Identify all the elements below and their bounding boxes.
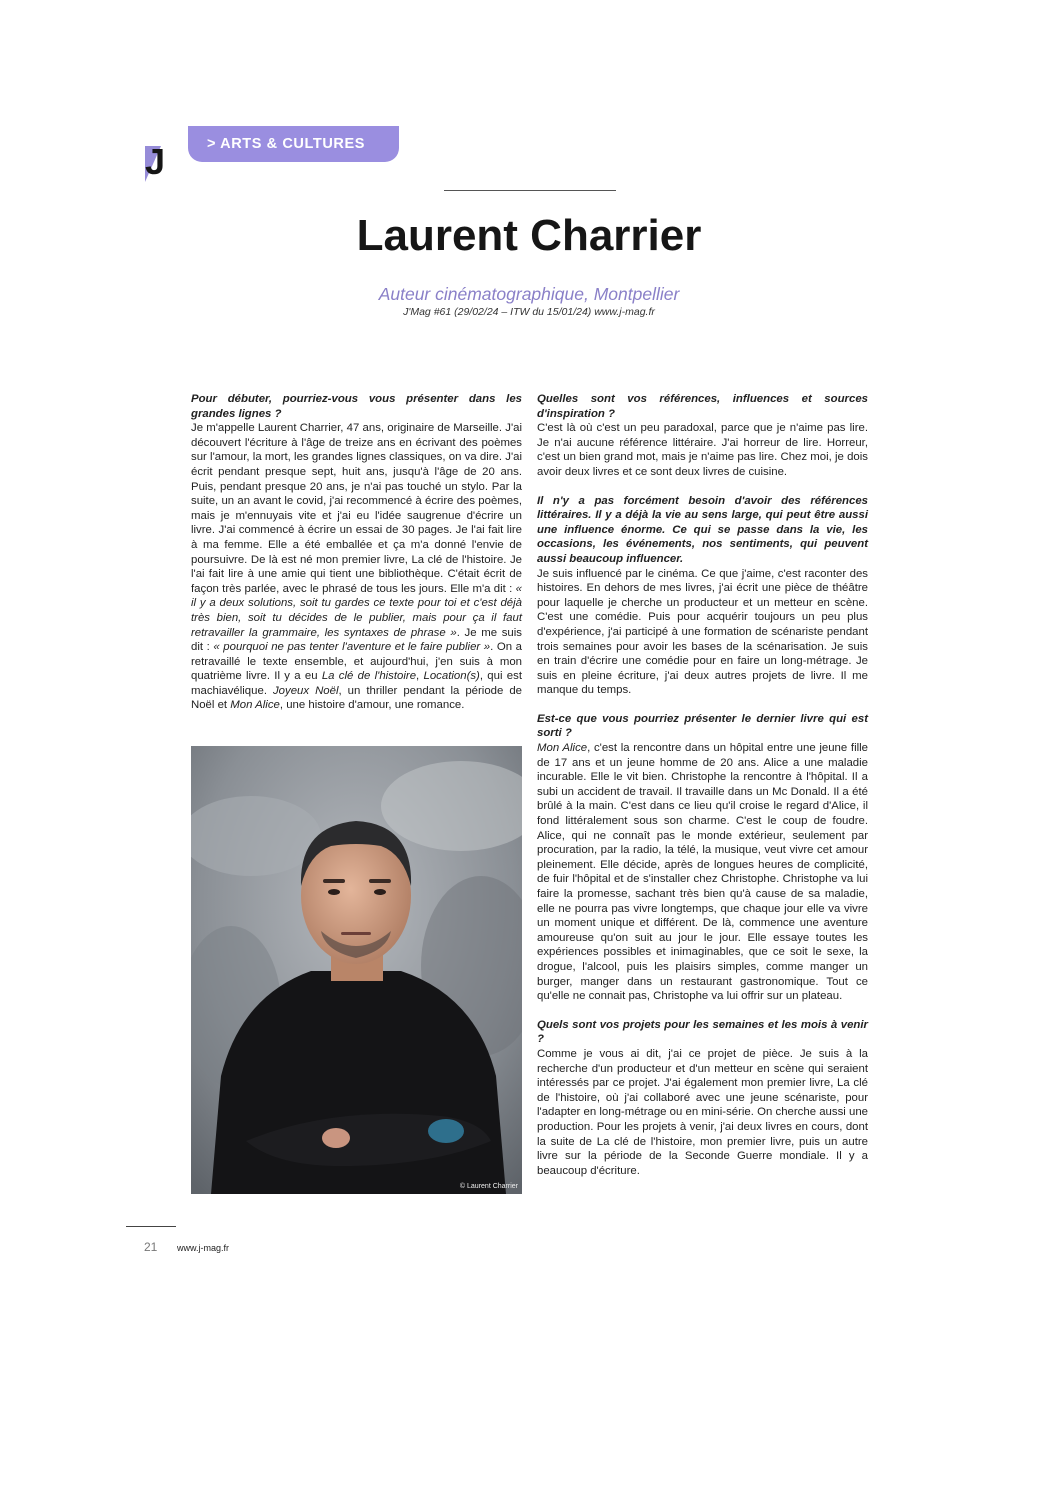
title-divider: [444, 190, 616, 191]
answer-2: C'est là où c'est un peu paradoxal, parce que je n'aime pas lire. Je n'ai aucune référence littéraire. J'ai horreur de lire. Horreur, c'est un bien grand mot, mais je n'aime pas lire. Chez moi, je dois avoir deux livres et ce sont deux livres de cuisine.: [537, 422, 868, 478]
answer-1: Je m'appelle Laurent Charrier, 47 ans, originaire de Marseille. J'ai découvert l'écriture à l'âge de treize ans en écrivant des poèmes sur l'amour, la mort, les grandes lignes classiques, on va dire. J'ai écrit pendant presque sept, huit ans, jusqu'à l'âge de 20 ans. Puis, pendant presque 20 ans, je n'ai pas touché un stylo. Par la suite, un an avant le covid, j'ai recommencé à écrire des poèmes, mais je m'ennuyais vite et j'ai eu l'idée saugrenue d'écrire un livre. J'ai commencé à écrire un essai de 30 pages. Je l'ai fait lire à ma femme. Elle a été emballée et ça m'a donné l'envie de poursuivre. De là est né mon premier livre, La clé de l'histoire. Je l'ai fait lire à une amie qui tient une bibliothèque. C'était écrit de façon très parlée, avec le phrasé de tous les jours. Elle m'a dit : « il y a deux solutions, soit tu gardes ce texte pour toi et c'est déjà très bien, soit tu décides de le publier, mais pour ça il faut retravailler la grammaire, les syntaxes de phrase ». Je me suis dit : « pourquoi ne pas tenter l'aventure et le faire publier ». On a retravaillé le texte ensemble, et aujourd'hui, j'en suis à mon quatrième livre. Il y a eu La clé de l'histoire, Location(s), qui est machiavélique. Joyeux Noël, un thriller pendant la période de Noël et Mon Alice, une histoire d'amour, une romance.: [191, 422, 523, 712]
answer-3: Je suis influencé par le cinéma. Ce que j'aime, c'est raconter des histoires. En dehors de mes livres, j'ai écrit une pièce de théâtre pour laquelle je cherche un producteur et un metteur en scène. C'est une comédie. Puis pour acquérir toujours un peu plus d'expérience, j'ai participé à une formation de scénariste pendant trois semaines pour avoir les bases de la scénarisation. Je suis en train d'écrire une comédie pour en faire un long-métrage. Je suis en pleine écriture, j'ai deux autres projets de livre. Il me manque du temps.: [537, 567, 868, 697]
question-5: Quels sont vos projets pour les semaines et les mois à venir ?: [537, 1018, 868, 1046]
footer-link[interactable]: www.j-mag.fr: [177, 1243, 230, 1253]
footer-divider: [126, 1226, 176, 1227]
answer-4: Mon Alice, c'est la rencontre dans un hôpital entre une jeune fille de 17 ans et un jeune homme de 20 ans. Alice a une maladie incurable. Elle le vit bien. Christophe la rencontre à l'hôpital. Il a subi un accident de travail. Il travaille dans un Mc Donald. Il a été brûlé à la main. C'est dans ce lieu qu'il croise le regard d'Alice, il fond littéralement sous son charme. C'est le coup de foudre. Alice, qui ne connaît pas le monde extérieur, seulement par procuration, par la radio, la télé, la musique, veut vivre cet amour pleinement. Elle décide, après de longues heures de complicité, de fuir l'hôpital et de s'installer chez Christophe. Christophe va lui faire la promesse, sachant très bien qu'à cause de sa maladie, elle ne pourra pas vivre longtemps, que chaque jour elle va vivre un moment unique et différent. De là, commence une aventure amoureuse qu'on suit au jour le jour. Elle essaye toutes les expériences possibles et inimaginables, que ce soit le sexe, la drogue, l'alcool, puis les plaisirs simples, comme manger un burger, manger dans un restaurant gastronomique. Tout ce qu'elle ne connait pas, Christophe va lui offrir sur un plateau.: [537, 742, 868, 1003]
right-column: [537, 392, 868, 1192]
section-label[interactable]: > ARTS & CULTURES: [188, 126, 399, 162]
article-subtitle: Auteur cinématographique, Montpellier: [378, 284, 680, 304]
author-photo: [191, 746, 522, 1194]
page-number: 21: [144, 1240, 158, 1254]
page-title: Laurent Charrier: [356, 211, 702, 260]
source-line: J'Mag #61 (29/02/24 – ITW du 15/01/24) www.j-mag.fr: [403, 306, 655, 318]
question-4: Est-ce que vous pourriez présenter le dernier livre qui est sorti ?: [537, 712, 868, 740]
photo-credit: © Laurent Charrier: [459, 1183, 518, 1190]
question-1: Pour débuter, pourriez-vous vous présenter dans les grandes lignes ?: [191, 393, 522, 420]
question-2: Quelles sont vos références, influences et sources d'inspiration ?: [537, 393, 868, 420]
question-3: Il n'y a pas forcément besoin d'avoir des références littéraires. Il y a déjà la vie au sens large, qui peut être aussi une influence énorme. Ce qui se passe dans la vie, les occasions, les événements, nos sentiments, qui peuvent aussi beaucoup influencer.: [537, 494, 868, 565]
answer-5: Comme je vous ai dit, j'ai ce projet de pièce. Je suis à la recherche d'un producteur et d'un metteur en scène qui seraient intéressés par ce projet. J'ai également mon premier livre, La clé de l'histoire, où j'ai collaboré avec une jeune scénariste, pour l'adapter en long-métrage ou en mini-série. On cherche aussi une production. Pour les projets à venir, j'ai deux livres en cours, dont la suite de La clé de l'histoire, mon premier livre, puis un autre livre sur la période de la Seconde Guerre mondiale. Il y a beaucoup d'écriture.: [537, 1047, 868, 1177]
left-column: [191, 392, 522, 727]
author-portrait-illustration: [191, 746, 522, 1194]
brand-logo-letter: J: [145, 141, 166, 182]
